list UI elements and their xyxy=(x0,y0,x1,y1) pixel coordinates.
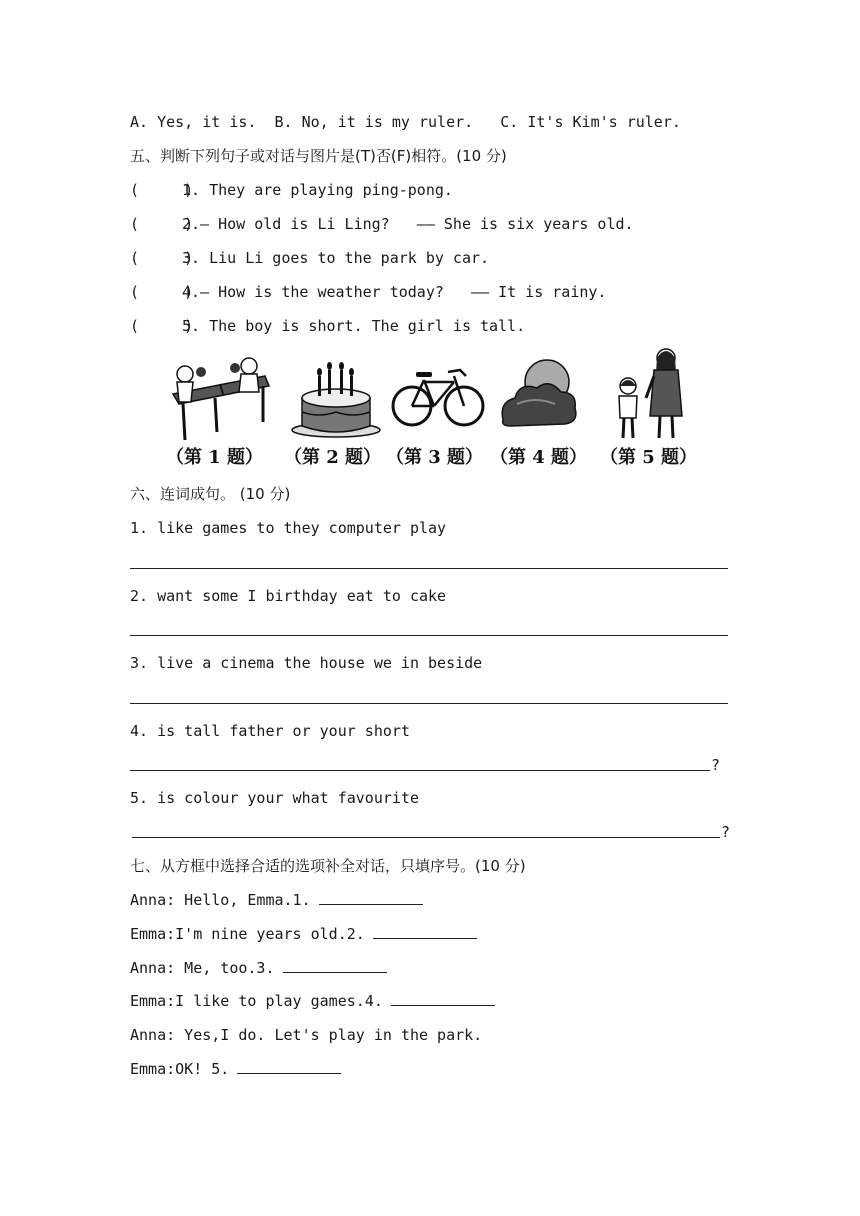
answer-bracket[interactable]: ( ) xyxy=(130,317,194,335)
answer-line[interactable] xyxy=(130,568,728,569)
previous-question-options: A. Yes, it is. B. No, it is my ruler. C. It's Kim's ruler. xyxy=(130,113,681,131)
answer-line[interactable] xyxy=(130,703,728,704)
answer-line[interactable] xyxy=(130,770,710,771)
scramble-item-5: 5. is colour your what favourite xyxy=(130,789,419,807)
answer-bracket[interactable]: ( ) xyxy=(130,283,194,301)
dialogue-line-4 xyxy=(130,991,495,1011)
judge-item-3: 3. Liu Li goes to the park by car. xyxy=(182,249,490,267)
scramble-item-4: 4. is tall father or your short xyxy=(130,722,410,740)
scramble-item-3: 3. live a cinema the house we in beside xyxy=(130,654,483,672)
dialogue-line-2 xyxy=(130,924,477,944)
answer-blank[interactable] xyxy=(237,1059,341,1074)
answer-blank[interactable] xyxy=(391,991,495,1006)
section-7-heading: 七、从方框中选择合适的选项补全对话，只填序号。(10 分) xyxy=(130,857,526,875)
scramble-item-1: 1. like games to they computer play xyxy=(130,519,447,537)
answer-bracket[interactable]: ( ) xyxy=(130,249,194,267)
ping-pong-icon xyxy=(165,346,275,450)
answer-blank[interactable] xyxy=(373,924,477,939)
answer-blank[interactable] xyxy=(319,890,423,905)
dialogue-text: Emma:OK! 5. xyxy=(130,1060,230,1078)
dialogue-line-3 xyxy=(130,958,387,978)
judge-item-5: 5. The boy is short. The girl is tall. xyxy=(182,317,526,335)
section-5-heading: 五、判断下列句子或对话与图片是(T)否(F)相符。(10 分) xyxy=(130,147,507,165)
answer-bracket[interactable]: ( ) xyxy=(130,215,194,233)
answer-bracket[interactable]: ( ) xyxy=(130,181,194,199)
dialogue-text: Emma:I'm nine years old.2. xyxy=(130,925,365,943)
question-mark: ? xyxy=(721,823,731,841)
dialogue-line-1 xyxy=(130,890,423,910)
answer-line[interactable] xyxy=(132,837,720,838)
boy-girl-icon xyxy=(608,346,698,450)
dialogue-line-5: Anna: Yes,I do. Let's play in the park. xyxy=(130,1026,483,1044)
dialogue-line-6 xyxy=(130,1059,341,1079)
bicycle-icon xyxy=(390,346,486,450)
scramble-item-2: 2. want some I birthday eat to cake xyxy=(130,587,447,605)
section-6-heading: 六、连词成句。 (10 分) xyxy=(130,485,291,503)
judge-item-1: 1. They are playing ping-pong. xyxy=(182,181,453,199)
question-mark: ? xyxy=(711,756,721,774)
cloud-sun-icon xyxy=(495,346,581,450)
dialogue-text: Anna: Me, too.3. xyxy=(130,959,275,977)
judge-item-2: 2.— How old is Li Ling? —— She is six years old. xyxy=(182,215,634,233)
picture-caption-1: （第 1 题） xyxy=(166,447,264,468)
judge-item-4: 4.— How is the weather today? —— It is rainy. xyxy=(182,283,607,301)
dialogue-text: Emma:I like to play games.4. xyxy=(130,992,383,1010)
answer-blank[interactable] xyxy=(283,958,387,973)
picture-caption-3: （第 3 题） xyxy=(386,447,484,468)
picture-caption-4: （第 4 题） xyxy=(490,447,588,468)
picture-caption-2: （第 2 题） xyxy=(284,447,382,468)
picture-caption-5: （第 5 题） xyxy=(600,447,698,468)
answer-line[interactable] xyxy=(130,635,728,636)
dialogue-text: Anna: Hello, Emma.1. xyxy=(130,891,311,909)
birthday-cake-icon xyxy=(290,346,382,450)
